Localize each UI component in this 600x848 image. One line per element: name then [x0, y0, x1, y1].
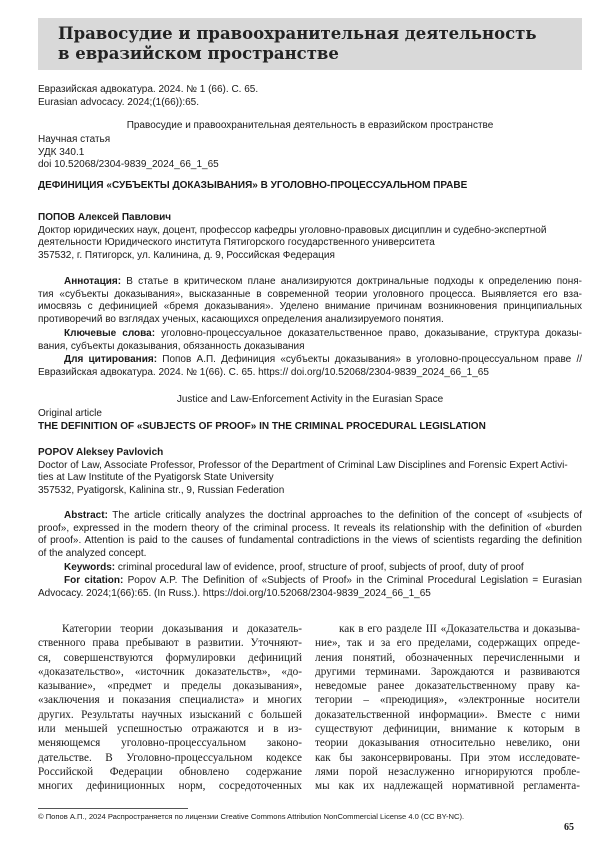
- author-address-en: 357532, Pyatigorsk, Kalinina str., 9, Russian Federation: [38, 484, 285, 496]
- body-right-line: как бы законсервированы. При этом исследовате-: [315, 751, 580, 764]
- body-left-line: меняющемся уголовно-процессуальном законо-: [38, 737, 302, 750]
- body-right-line: лями порой незаслуженно игнорируются пробле-: [315, 765, 580, 778]
- author-affiliation-en-1: Doctor of Law, Associate Professor, Professor of the Department of Criminal Law Disciplines and Forensic Expert Activi-: [38, 459, 568, 471]
- body-right-line: как в его разделе III «Доказательства и доказыва-: [339, 623, 580, 635]
- citation-en: Eurasian advocacy. 2024;(1(66)):65.: [38, 96, 200, 108]
- journal-header-band: [38, 18, 582, 70]
- abstract-en-line-2: proof», expressed in the modern theory of the criminal process. It reveals its relationship with the definition of «burden: [38, 522, 582, 534]
- cite-en-label: For citation:: [64, 575, 124, 586]
- abstract-ru-text-1: В статье в критическом плане анализируются доктринальные подходы к определению поня-: [126, 276, 582, 287]
- section-en: Justice and Law-Enforcement Activity in the Eurasian Space: [176, 394, 444, 405]
- abstract-en-line-1: [38, 510, 582, 523]
- body-column-left: [38, 622, 302, 794]
- abstract-en-text-1: The article critically analyzes the doctrinal approaches to the definition of the concept of «subjects of: [112, 510, 582, 521]
- header-title-line-2: в евразийском пространстве: [58, 44, 339, 63]
- author-affiliation-ru-1: Доктор юридических наук, доцент, профессор кафедры уголовно-правовых дисциплин и судебно-экспертной: [38, 224, 547, 236]
- author-name-ru: ПОПОВ Алексей Павлович: [38, 212, 172, 223]
- keywords-en-text: criminal procedural law of evidence, proof, structure of proof, subjects of proof, duty of proof: [117, 562, 524, 573]
- body-left-line: «заключения и показания специалиста» и многих: [38, 694, 302, 707]
- cite-ru-line-2: Евразийская адвокатура. 2024. № 1(66). С. 65. https:// doi.org/10.52068/2304-9839_2024_66_1_65: [38, 366, 489, 378]
- body-right-line: доказательственной информации». Вместе с ними: [315, 708, 580, 721]
- body-left-line: ся, совершенствуются формулировки дефиниций: [38, 651, 302, 664]
- body-right-line: теории доказывания относительно невелико, они: [315, 737, 580, 750]
- body-left-line: «доказательство», «источник доказательств», «до-: [38, 665, 302, 678]
- cite-ru-label: Для цитирования:: [64, 354, 158, 365]
- author-name-en: POPOV Aleksey Pavlovich: [38, 447, 164, 458]
- author-block-ru: [38, 212, 582, 262]
- journal-section-header: [58, 24, 537, 64]
- section-ru: Правосудие и правоохранительная деятельность в евразийском пространстве: [126, 120, 494, 131]
- keywords-ru-line-1: [38, 328, 582, 341]
- keywords-ru: [38, 328, 582, 353]
- citation-block: [38, 84, 258, 109]
- abstract-ru-line-1: [38, 276, 582, 289]
- body-left-line: других. Результаты научных изысканий с большей: [38, 708, 302, 721]
- body-left-line: Российской Федерации обновлено содержание: [38, 765, 302, 778]
- body-left-line: дательстве. В Уголовно-процессуальном кодексе: [38, 751, 302, 764]
- article-type-ru: Научная статья: [38, 134, 111, 145]
- cite-ru-line-1: [38, 354, 582, 367]
- abstract-en-label: Abstract:: [64, 510, 108, 521]
- copyright-footnote: © Попов А.П., 2024 Распространяется по лицензии Creative Commons Attribution NonCommercial License 4.0 (CC BY-NC).: [38, 812, 465, 821]
- body-right-line: неведомые ранее доказательственному праву ка-: [315, 680, 580, 693]
- body-right-line: ние», так и за его пределами, содержащих опреде-: [315, 637, 580, 650]
- body-left-line: многих дефиниционных норм, сосредоточенных: [38, 780, 302, 793]
- body-right-line: мы как их надлежащей нормативной регламента-: [315, 780, 580, 793]
- author-affiliation-ru-2: деятельности Юридического института Пятигорского государственного университета: [38, 237, 435, 249]
- abstract-ru-label: Аннотация:: [64, 276, 122, 287]
- abstract-ru-line-3: имосвязь с дефиницией «бремя доказывания». Уделено внимание причинам возникновения принципиальных: [38, 301, 582, 313]
- author-block-en: [38, 447, 582, 497]
- keywords-ru-label: Ключевые слова:: [64, 328, 156, 339]
- author-affiliation-en-2: ties at Law Institute of the Pyatigorsk State University: [38, 472, 274, 484]
- cite-en-line-1: [38, 575, 582, 588]
- page-number: 65: [564, 822, 574, 833]
- header-title-line-1: Правосудие и правоохранительная деятельность: [58, 24, 537, 43]
- cite-en: [38, 575, 582, 600]
- abstract-ru-line-4: противоречий во взглядах ученых, касающихся определения анализируемого понятия.: [38, 313, 444, 325]
- footnote-divider: [38, 808, 188, 809]
- abstract-en-line-3: of proof». Attention is paid to the causes of fundamental contradictions in the views of scientists regarding the definition: [38, 535, 582, 547]
- abstract-en-line-4: of the analyzed concept.: [38, 547, 147, 559]
- doi: doi 10.52068/2304-9839_2024_66_1_65: [38, 159, 219, 171]
- body-right-line: тегории – «преюдиция», «электронные носители: [315, 694, 580, 707]
- article-title-en: THE DEFINITION OF «SUBJECTS OF PROOF» IN THE CRIMINAL PROCEDURAL LEGISLATION: [38, 421, 486, 432]
- cite-en-line-2: Advocacy. 2024;1(66):65. (In Russ.). https://doi.org/10.52068/2304-9839_2024_66_1_65: [38, 587, 431, 599]
- abstract-ru: [38, 276, 582, 326]
- keywords-en: [64, 562, 582, 575]
- cite-ru: [38, 354, 582, 379]
- abstract-ru-line-2: тия «субъекты доказывания», высказанные в современной теории уголовного процесса. Выявляется его вза-: [38, 288, 582, 300]
- cite-ru-text-1: Попов А.П. Дефиниция «субъекты доказывания» в уголовно-процессуальном праве //: [162, 354, 583, 365]
- citation-ru: Евразийская адвокатура. 2024. № 1 (66). С. 65.: [38, 84, 259, 95]
- body-column-right: [315, 622, 580, 794]
- abstract-en: [38, 510, 582, 560]
- article-type-en: Original article: [38, 408, 102, 419]
- body-left-line: Категории теории доказывания и доказатель-: [62, 623, 302, 635]
- author-address-ru: 357532, г. Пятигорск, ул. Калинина, д. 9, Российская Федерация: [38, 249, 335, 261]
- article-meta-ru: [38, 134, 219, 172]
- body-right-line: ления понятий, обозначенных перечисленными и: [315, 651, 580, 664]
- keywords-ru-line-2: вания, субъекты доказывания, обязанность доказывания: [38, 340, 305, 352]
- body-right-line: существуют дефиниции, внимание к которым в: [315, 723, 580, 736]
- body-left-line: ственного права пребывают в развитии. Уточняют-: [38, 637, 302, 650]
- udk: УДК 340.1: [38, 146, 85, 158]
- body-left-line: или меньшей успешностью отражаются и в из-: [38, 723, 302, 736]
- article-title-ru: ДЕФИНИЦИЯ «СУБЪЕКТЫ ДОКАЗЫВАНИЯ» В УГОЛОВНО-ПРОЦЕССУАЛЬНОМ ПРАВЕ: [38, 180, 468, 191]
- body-right-line: другими терминами. Зарождаются и развиваются: [315, 665, 580, 678]
- cite-en-text-1: Popov A.P. The Definition of «Subjects of Proof» in the Criminal Procedural Legislation = Eurasian: [127, 575, 582, 586]
- keywords-en-label: Keywords:: [64, 562, 116, 573]
- body-left-line: казывание», «предмет и пределы доказывания»,: [38, 680, 302, 693]
- keywords-ru-text-1: уголовно-процессуальное доказательственное право, доказывание, структура доказы-: [161, 328, 582, 339]
